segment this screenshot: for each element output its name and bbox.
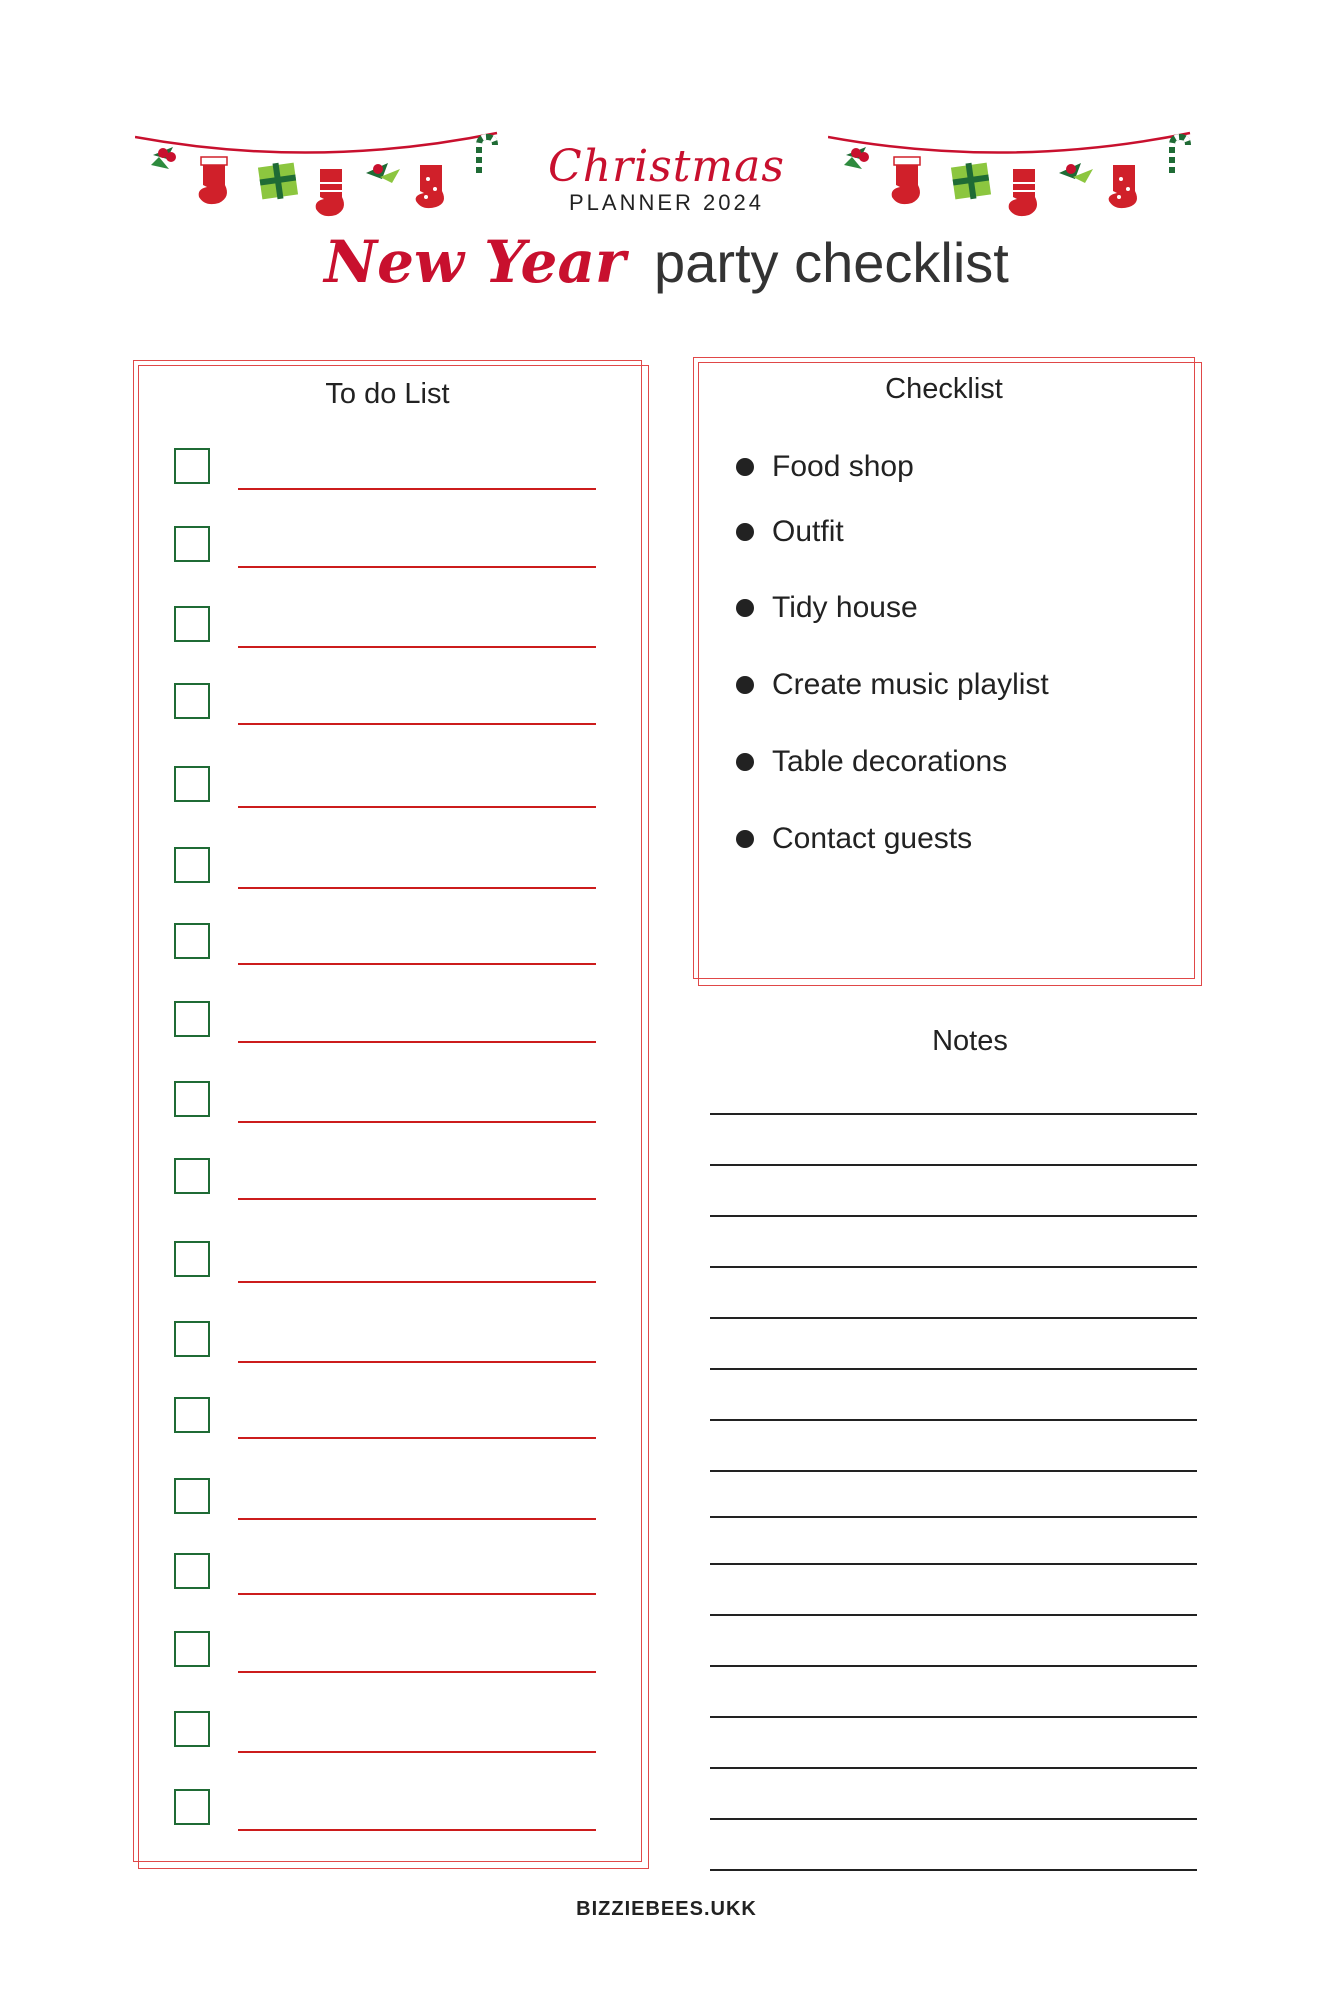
todo-checkbox[interactable] — [174, 1001, 210, 1037]
todo-write-line[interactable] — [238, 887, 596, 889]
bullet-icon — [736, 523, 754, 541]
todo-checkbox[interactable] — [174, 1789, 210, 1825]
todo-row — [174, 923, 594, 963]
notes-write-line[interactable] — [710, 1563, 1197, 1565]
todo-write-line[interactable] — [238, 723, 596, 725]
todo-write-line[interactable] — [238, 1361, 596, 1363]
notes-title: Notes — [932, 1025, 1008, 1057]
todo-checkbox[interactable] — [174, 1081, 210, 1117]
page-title-script: New Year — [324, 228, 626, 296]
todo-checkbox[interactable] — [174, 606, 210, 642]
todo-row — [174, 1241, 594, 1281]
bullet-icon — [736, 753, 754, 771]
notes-write-line[interactable] — [710, 1266, 1197, 1268]
todo-write-line[interactable] — [238, 1518, 596, 1520]
notes-write-line[interactable] — [710, 1317, 1197, 1319]
todo-row — [174, 1711, 594, 1751]
brand-subtitle: PLANNER 2024 — [569, 190, 764, 215]
checklist-panel — [693, 357, 1195, 979]
notes-write-line[interactable] — [710, 1113, 1197, 1115]
notes-write-line[interactable] — [710, 1215, 1197, 1217]
brand-header — [0, 142, 1333, 216]
notes-write-line[interactable] — [710, 1516, 1197, 1518]
todo-checkbox[interactable] — [174, 766, 210, 802]
todo-write-line[interactable] — [238, 963, 596, 965]
bullet-icon — [736, 676, 754, 694]
notes-write-line[interactable] — [710, 1419, 1197, 1421]
todo-write-line[interactable] — [238, 1281, 596, 1283]
todo-row — [174, 1478, 594, 1518]
todo-panel — [133, 360, 642, 1862]
todo-checkbox[interactable] — [174, 683, 210, 719]
bullet-icon — [736, 599, 754, 617]
todo-write-line[interactable] — [238, 806, 596, 808]
notes-write-line[interactable] — [710, 1614, 1197, 1616]
todo-checkbox[interactable] — [174, 1631, 210, 1667]
todo-title: To do List — [325, 378, 450, 410]
bullet-icon — [736, 458, 754, 476]
checklist-item: Tidy house — [736, 591, 918, 625]
todo-row — [174, 1321, 594, 1361]
todo-write-line[interactable] — [238, 1437, 596, 1439]
todo-row — [174, 1789, 594, 1829]
notes-write-line[interactable] — [710, 1164, 1197, 1166]
todo-checkbox[interactable] — [174, 448, 210, 484]
todo-checkbox[interactable] — [174, 526, 210, 562]
checklist-title: Checklist — [885, 373, 1003, 405]
todo-checkbox[interactable] — [174, 1711, 210, 1747]
todo-checkbox[interactable] — [174, 1478, 210, 1514]
checklist-item: Contact guests — [736, 822, 972, 856]
checklist-item: Food shop — [736, 450, 914, 484]
todo-write-line[interactable] — [238, 566, 596, 568]
checklist-item: Table decorations — [736, 745, 1007, 779]
todo-row — [174, 1631, 594, 1671]
notes-write-line[interactable] — [710, 1818, 1197, 1820]
todo-checkbox[interactable] — [174, 923, 210, 959]
checklist-item: Create music playlist — [736, 668, 1049, 702]
page-title — [0, 228, 1333, 296]
todo-row — [174, 1158, 594, 1198]
notes-write-line[interactable] — [710, 1869, 1197, 1871]
checklist-item: Outfit — [736, 515, 844, 549]
page-title-text: party checklist — [654, 231, 1009, 294]
notes-write-line[interactable] — [710, 1470, 1197, 1472]
todo-row — [174, 766, 594, 806]
notes-write-line[interactable] — [710, 1368, 1197, 1370]
todo-write-line[interactable] — [238, 1121, 596, 1123]
todo-write-line[interactable] — [238, 646, 596, 648]
notes-write-line[interactable] — [710, 1665, 1197, 1667]
todo-row — [174, 1553, 594, 1593]
todo-row — [174, 526, 594, 566]
todo-checkbox[interactable] — [174, 847, 210, 883]
todo-row — [174, 606, 594, 646]
todo-checkbox[interactable] — [174, 1321, 210, 1357]
todo-write-line[interactable] — [238, 1593, 596, 1595]
todo-row — [174, 683, 594, 723]
todo-write-line[interactable] — [238, 488, 596, 490]
brand-script-title: Christmas — [548, 141, 785, 192]
todo-checkbox[interactable] — [174, 1158, 210, 1194]
bullet-icon — [736, 830, 754, 848]
todo-write-line[interactable] — [238, 1751, 596, 1753]
todo-write-line[interactable] — [238, 1829, 596, 1831]
todo-checkbox[interactable] — [174, 1553, 210, 1589]
todo-checkbox[interactable] — [174, 1397, 210, 1433]
todo-write-line[interactable] — [238, 1198, 596, 1200]
footer-brand: BIZZIEBEES.UKK — [576, 1898, 757, 1920]
todo-write-line[interactable] — [238, 1671, 596, 1673]
todo-row — [174, 1397, 594, 1437]
todo-row — [174, 1001, 594, 1041]
todo-row — [174, 1081, 594, 1121]
notes-write-line[interactable] — [710, 1716, 1197, 1718]
todo-checkbox[interactable] — [174, 1241, 210, 1277]
todo-row — [174, 448, 594, 488]
todo-row — [174, 847, 594, 887]
todo-write-line[interactable] — [238, 1041, 596, 1043]
notes-write-line[interactable] — [710, 1767, 1197, 1769]
